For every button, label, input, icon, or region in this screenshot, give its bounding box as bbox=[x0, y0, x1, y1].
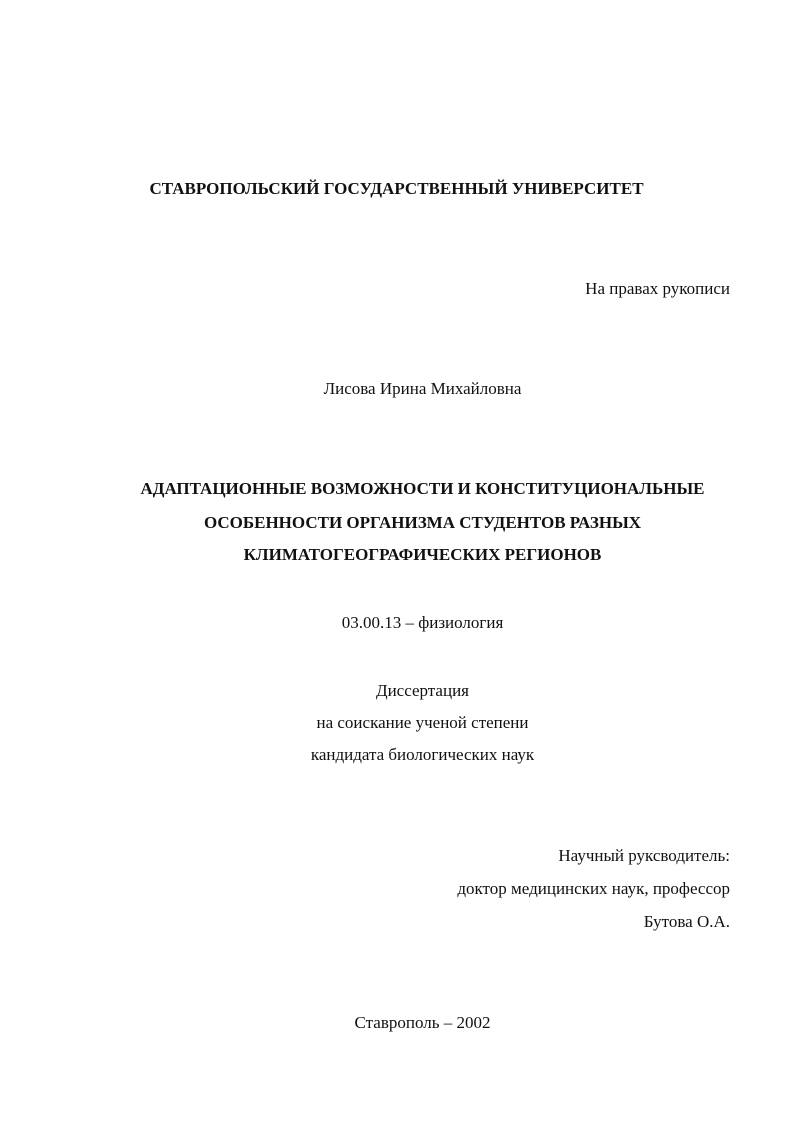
author-name: Лисова Ирина Михайловна bbox=[323, 379, 522, 398]
degree-line-1: Диссертация bbox=[375, 681, 469, 700]
title-line-2: ОСОБЕННОСТИ ОРГАНИЗМА СТУДЕНТОВ РАЗНЫХ bbox=[203, 513, 642, 532]
city-year: Ставрополь – 2002 bbox=[354, 1013, 491, 1032]
title-line-3: КЛИМАТОГЕОГРАФИЧЕСКИХ РЕГИОНОВ bbox=[243, 545, 602, 564]
title-line-1: АДАПТАЦИОННЫЕ ВОЗМОЖНОСТИ И КОНСТИТУЦИОНАЛЬНЫЕ bbox=[140, 479, 705, 498]
supervisor-label: Научный руксводитель: bbox=[558, 846, 730, 865]
institution-name: СТАВРОПОЛЬСКИЙ ГОСУДАРСТВЕННЫЙ УНИВЕРСИТЕТ bbox=[149, 179, 644, 198]
supervisor-degree: доктор медицинских наук, профессор bbox=[457, 879, 730, 898]
manuscript-note: На правах рукописи bbox=[585, 279, 730, 298]
degree-line-3: кандидата биологических наук bbox=[310, 745, 535, 764]
supervisor-name: Бутова О.А. bbox=[643, 912, 730, 931]
specialty-code: 03.00.13 – физиология bbox=[341, 613, 504, 632]
degree-line-2: на соискание ученой степени bbox=[316, 713, 529, 732]
